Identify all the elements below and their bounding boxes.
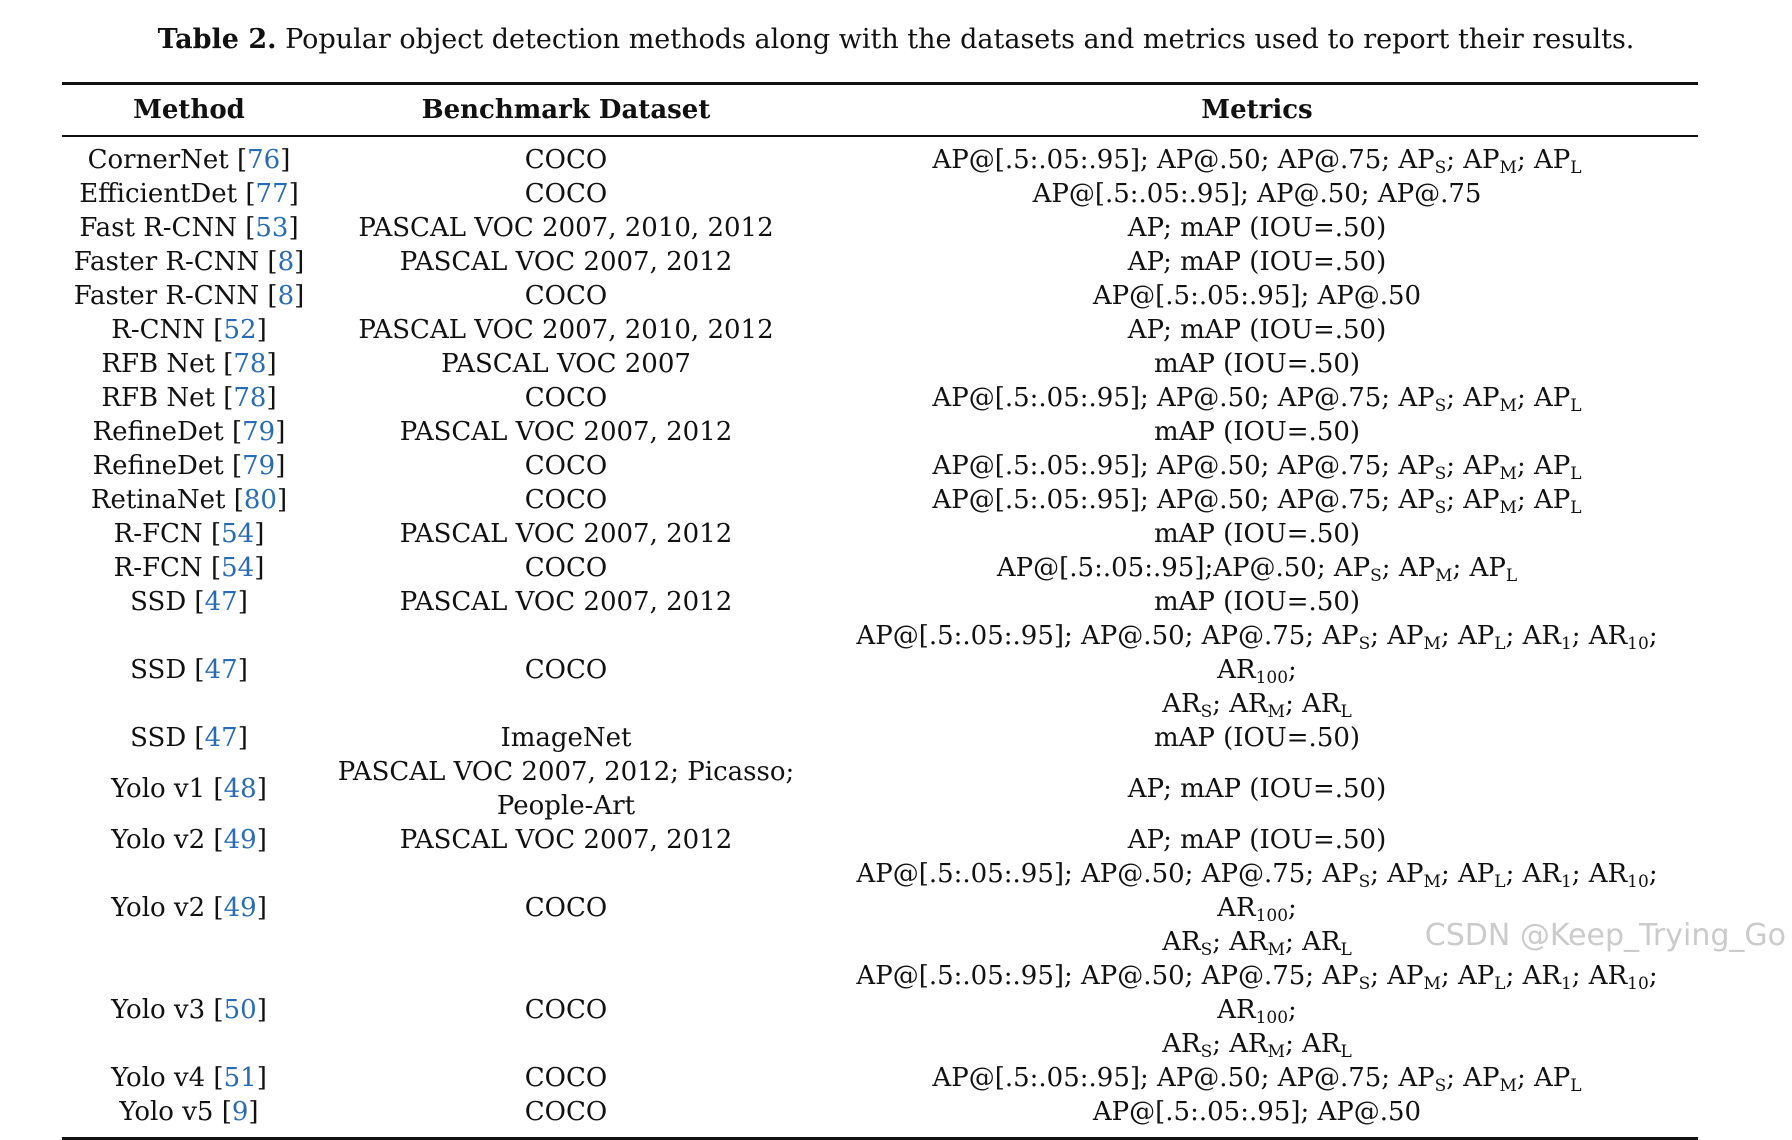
- dataset-line: COCO: [524, 383, 608, 413]
- table-row: [62, 483, 1698, 517]
- table-row: [62, 136, 1698, 177]
- metrics-cell: [816, 177, 1698, 211]
- table-row: [62, 1095, 1698, 1139]
- metrics-line: AP@[.5:.05:.95];AP@.50; $AP_S$; $AP_M$; $AP_L$: [996, 553, 1518, 586]
- dataset-line: COCO: [524, 451, 608, 481]
- method-name: RetinaNet: [90, 485, 226, 515]
- method-name: Fast R-CNN: [79, 213, 237, 243]
- dataset-cell: [316, 517, 816, 551]
- metrics-cell: [816, 517, 1698, 551]
- reference-link[interactable]: 77: [255, 179, 289, 209]
- dataset-cell: [316, 415, 816, 449]
- metrics-line: mAP (IOU=.50): [1153, 587, 1361, 617]
- header-metrics: Metrics: [1201, 95, 1313, 125]
- method-cell: RefineDet [79]: [92, 451, 286, 481]
- dataset-line: People-Art: [496, 791, 636, 821]
- metrics-cell: [816, 483, 1698, 517]
- method-cell: Fast R-CNN [53]: [79, 213, 299, 243]
- dataset-cell: [316, 721, 816, 755]
- method-name: SSD: [130, 655, 187, 685]
- metrics-line: AP@[.5:.05:.95]; AP@.50; AP@.75; $AP_S$; $AP_M$; $AP_L$; $AR_1$; $AR_{10}$; $AR_{100}$;: [856, 961, 1658, 1028]
- method-name: RefineDet: [92, 451, 224, 481]
- metrics-line: AP@[.5:.05:.95]; AP@.50; AP@.75: [1032, 179, 1482, 209]
- metrics-line: AP@[.5:.05:.95]; AP@.50; AP@.75; $AP_S$; $AP_M$; $AP_L$: [932, 383, 1582, 416]
- metrics-cell: [816, 1095, 1698, 1139]
- reference-link[interactable]: 50: [223, 995, 257, 1025]
- reference-link[interactable]: 80: [243, 485, 277, 515]
- table-row: [62, 551, 1698, 585]
- table-row: [62, 1061, 1698, 1095]
- reference-link[interactable]: 78: [233, 349, 267, 379]
- metrics-cell: [816, 279, 1698, 313]
- reference-link[interactable]: 8: [277, 281, 295, 311]
- table-caption-label: Table 2.: [157, 24, 277, 55]
- metrics-cell: [816, 381, 1698, 415]
- metrics-line: AP@[.5:.05:.95]; AP@.50; AP@.75; $AP_S$; $AP_M$; $AP_L$: [932, 451, 1582, 484]
- table-row: [62, 245, 1698, 279]
- dataset-line: PASCAL VOC 2007, 2012: [399, 519, 733, 549]
- metrics-cell: [816, 1061, 1698, 1095]
- metrics-line: AP@[.5:.05:.95]; AP@.50; AP@.75; $AP_S$; $AP_M$; $AP_L$: [932, 485, 1582, 518]
- table-row: [62, 211, 1698, 245]
- table-row: [62, 415, 1698, 449]
- method-name: Yolo v2: [111, 893, 206, 923]
- table-row: [62, 449, 1698, 483]
- watermark: CSDN @Keep_Trying_Go: [1424, 918, 1786, 953]
- dataset-cell: [316, 177, 816, 211]
- metrics-line: mAP (IOU=.50): [1153, 723, 1361, 753]
- table-row: [62, 279, 1698, 313]
- metrics-line: AP@[.5:.05:.95]; AP@.50; AP@.75; $AP_S$; $AP_M$; $AP_L$; $AR_1$; $AR_{10}$; $AR_{100}$;: [856, 859, 1658, 926]
- method-cell: SSD [47]: [130, 655, 248, 685]
- method-cell: Yolo v1 [48]: [111, 774, 267, 804]
- dataset-line: COCO: [524, 1063, 608, 1093]
- method-cell: R-FCN [54]: [113, 553, 265, 583]
- metrics-cell: [816, 823, 1698, 857]
- metrics-cell: [816, 211, 1698, 245]
- dataset-line: COCO: [524, 893, 608, 923]
- metrics-cell: [816, 347, 1698, 381]
- dataset-line: PASCAL VOC 2007, 2012: [399, 247, 733, 277]
- method-name: R-FCN: [113, 553, 203, 583]
- dataset-line: COCO: [524, 485, 608, 515]
- reference-link[interactable]: 8: [277, 247, 295, 277]
- table-row: [62, 517, 1698, 551]
- metrics-line: mAP (IOU=.50): [1153, 349, 1361, 379]
- method-name: Yolo v5: [119, 1097, 214, 1127]
- dataset-cell: [316, 823, 816, 857]
- reference-link[interactable]: 53: [255, 213, 289, 243]
- metrics-cell: [816, 245, 1698, 279]
- metrics-line: AP@[.5:.05:.95]; AP@.50; AP@.75; $AP_S$; $AP_M$; $AP_L$: [932, 1063, 1582, 1096]
- reference-link[interactable]: 79: [242, 417, 276, 447]
- method-cell: Faster R-CNN [8]: [73, 247, 305, 277]
- dataset-line: ImageNet: [500, 723, 632, 753]
- method-cell: SSD [47]: [130, 723, 248, 753]
- metrics-cell: [816, 551, 1698, 585]
- dataset-line: COCO: [524, 145, 608, 175]
- method-cell: EfficientDet [77]: [79, 179, 299, 209]
- method-cell: Yolo v4 [51]: [111, 1063, 267, 1093]
- dataset-cell: [316, 959, 816, 1061]
- reference-link[interactable]: 47: [204, 587, 238, 617]
- metrics-line: AP; mAP (IOU=.50): [1127, 774, 1387, 804]
- reference-link[interactable]: 47: [204, 723, 238, 753]
- dataset-cell: [316, 755, 816, 823]
- dataset-cell: [316, 585, 816, 619]
- metrics-line: $AR_S$; $AR_M$; $AR_L$: [1162, 1029, 1352, 1062]
- method-name: Faster R-CNN: [73, 247, 260, 277]
- metrics-line: AP@[.5:.05:.95]; AP@.50; AP@.75; $AP_S$; $AP_M$; $AP_L$; $AR_1$; $AR_{10}$; $AR_{100}$;: [856, 621, 1658, 688]
- dataset-cell: [316, 381, 816, 415]
- dataset-line: PASCAL VOC 2007, 2010, 2012: [358, 315, 774, 345]
- header-benchmark-dataset: Benchmark Dataset: [421, 95, 711, 125]
- table-row: [62, 959, 1698, 1061]
- method-cell: R-FCN [54]: [113, 519, 265, 549]
- metrics-cell: [816, 415, 1698, 449]
- table-caption: [0, 24, 1792, 55]
- table-row: [62, 721, 1698, 755]
- method-cell: Yolo v3 [50]: [111, 995, 267, 1025]
- header-method: Method: [133, 95, 245, 125]
- reference-link[interactable]: 51: [223, 1063, 257, 1093]
- method-name: RFB Net: [101, 383, 215, 413]
- table-container: [62, 82, 1698, 1140]
- reference-link[interactable]: 52: [223, 315, 257, 345]
- method-cell: RFB Net [78]: [101, 349, 277, 379]
- method-name: EfficientDet: [79, 179, 238, 209]
- method-cell: Yolo v5 [9]: [119, 1097, 259, 1127]
- dataset-cell: [316, 619, 816, 721]
- metrics-line: AP@[.5:.05:.95]; AP@.50: [1092, 1097, 1422, 1127]
- metrics-cell: [816, 313, 1698, 347]
- method-cell: SSD [47]: [130, 587, 248, 617]
- metrics-cell: [816, 755, 1698, 823]
- dataset-cell: [316, 1095, 816, 1139]
- reference-link[interactable]: 48: [223, 774, 257, 804]
- method-cell: RefineDet [79]: [92, 417, 286, 447]
- table-row: [62, 585, 1698, 619]
- dataset-cell: [316, 449, 816, 483]
- dataset-line: PASCAL VOC 2007, 2010, 2012: [358, 213, 774, 243]
- dataset-line: COCO: [524, 281, 608, 311]
- dataset-cell: [316, 211, 816, 245]
- dataset-cell: [316, 279, 816, 313]
- dataset-cell: [316, 1061, 816, 1095]
- method-name: Yolo v1: [111, 774, 206, 804]
- dataset-line: PASCAL VOC 2007: [441, 349, 691, 379]
- metrics-line: AP; mAP (IOU=.50): [1127, 213, 1387, 243]
- reference-link[interactable]: 78: [233, 383, 267, 413]
- table-row: [62, 177, 1698, 211]
- method-name: Faster R-CNN: [73, 281, 260, 311]
- table-row: [62, 381, 1698, 415]
- reference-link[interactable]: 49: [223, 825, 257, 855]
- table-row: [62, 313, 1698, 347]
- dataset-line: COCO: [524, 1097, 608, 1127]
- method-name: SSD: [130, 723, 187, 753]
- method-name: SSD: [130, 587, 187, 617]
- metrics-line: AP; mAP (IOU=.50): [1127, 825, 1387, 855]
- metrics-cell: [816, 449, 1698, 483]
- method-name: Yolo v2: [111, 825, 206, 855]
- reference-link[interactable]: 54: [221, 553, 255, 583]
- header-row: [62, 84, 1698, 137]
- dataset-line: PASCAL VOC 2007, 2012: [399, 417, 733, 447]
- table-row: [62, 755, 1698, 823]
- metrics-cell: [816, 585, 1698, 619]
- dataset-cell: [316, 245, 816, 279]
- method-name: R-CNN: [111, 315, 206, 345]
- reference-link[interactable]: 79: [242, 451, 276, 481]
- dataset-cell: [316, 483, 816, 517]
- method-name: R-FCN: [113, 519, 203, 549]
- method-cell: CornerNet [76]: [87, 145, 291, 175]
- reference-link[interactable]: 9: [231, 1097, 249, 1127]
- metrics-line: mAP (IOU=.50): [1153, 417, 1361, 447]
- table-row: [62, 619, 1698, 721]
- dataset-cell: [316, 136, 816, 177]
- dataset-line: PASCAL VOC 2007, 2012: [399, 825, 733, 855]
- method-cell: Faster R-CNN [8]: [73, 281, 305, 311]
- metrics-line: mAP (IOU=.50): [1153, 519, 1361, 549]
- metrics-line: AP@[.5:.05:.95]; AP@.50; AP@.75; $AP_S$; $AP_M$; $AP_L$: [932, 145, 1582, 178]
- table-header: [62, 84, 1698, 137]
- method-name: Yolo v4: [111, 1063, 206, 1093]
- table-row: [62, 823, 1698, 857]
- metrics-line: $AR_S$; $AR_M$; $AR_L$: [1162, 927, 1352, 960]
- dataset-line: COCO: [524, 179, 608, 209]
- table-caption-text: Popular object detection methods along with the datasets and metrics used to report their results.: [285, 24, 1635, 55]
- metrics-line: AP; mAP (IOU=.50): [1127, 315, 1387, 345]
- method-cell: Yolo v2 [49]: [111, 893, 267, 923]
- dataset-line: PASCAL VOC 2007, 2012; Picasso;: [337, 757, 795, 787]
- table-body: [62, 136, 1698, 1139]
- method-cell: RFB Net [78]: [101, 383, 277, 413]
- method-cell: R-CNN [52]: [111, 315, 267, 345]
- metrics-cell: [816, 959, 1698, 1061]
- metrics-cell: [816, 619, 1698, 721]
- methods-table: [62, 82, 1698, 1140]
- dataset-cell: [316, 347, 816, 381]
- dataset-cell: [316, 551, 816, 585]
- metrics-cell: [816, 136, 1698, 177]
- reference-link[interactable]: 47: [204, 655, 238, 685]
- reference-link[interactable]: 54: [221, 519, 255, 549]
- metrics-line: $AR_S$; $AR_M$; $AR_L$: [1162, 689, 1352, 722]
- metrics-line: AP; mAP (IOU=.50): [1127, 247, 1387, 277]
- dataset-line: COCO: [524, 655, 608, 685]
- method-name: Yolo v3: [111, 995, 206, 1025]
- dataset-line: PASCAL VOC 2007, 2012: [399, 587, 733, 617]
- method-name: RefineDet: [92, 417, 224, 447]
- reference-link[interactable]: 76: [247, 145, 281, 175]
- dataset-cell: [316, 313, 816, 347]
- reference-link[interactable]: 49: [223, 893, 257, 923]
- metrics-line: AP@[.5:.05:.95]; AP@.50: [1092, 281, 1422, 311]
- dataset-line: COCO: [524, 553, 608, 583]
- method-name: CornerNet: [87, 145, 229, 175]
- metrics-cell: [816, 721, 1698, 755]
- table-row: [62, 347, 1698, 381]
- method-cell: Yolo v2 [49]: [111, 825, 267, 855]
- method-name: RFB Net: [101, 349, 215, 379]
- method-cell: RetinaNet [80]: [90, 485, 288, 515]
- dataset-line: COCO: [524, 995, 608, 1025]
- dataset-cell: [316, 857, 816, 959]
